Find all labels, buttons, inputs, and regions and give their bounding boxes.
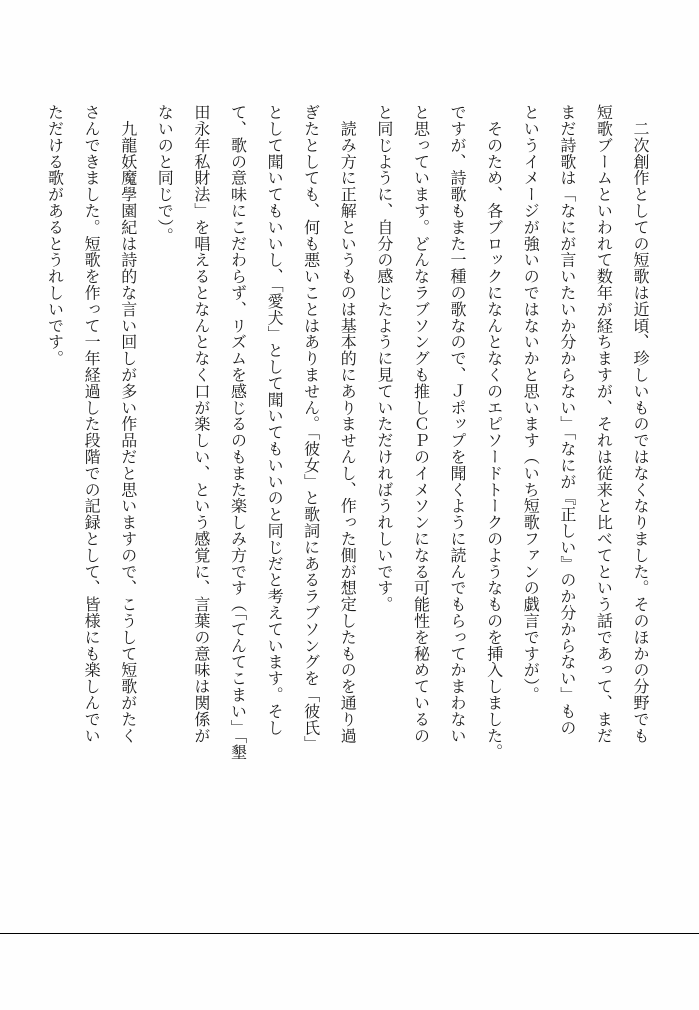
text-column: 二次創作としての短歌は近頃、珍しいものではなくなりました。そのほかの分野でも: [631, 104, 650, 744]
text-column: として聞いてもいいし、「愛犬」として聞いてもいいのと同じだと考えています。そし: [265, 104, 285, 736]
text-column: ないのと同じで）。: [155, 104, 175, 244]
text-column: 九龍妖魔學園紀は詩的な言い回しが多い作品だと思いますので、こうして短歌がたく: [118, 104, 138, 744]
text-column: と同じように、自分の感じたように見ていただければうれしいです。: [374, 104, 394, 613]
text-column: というイメージが強いのではないかと思います（いち短歌ファンの戯言ですが）。: [521, 104, 541, 703]
text-column: 田永年私財法」を唱えるとなんとなく口が楽しい、という感覚に、言葉の意味は関係が: [191, 104, 211, 744]
text-column: 短歌ブームといわれて数年が経ちますが、それは従来と比べてという話であって、まだ: [594, 104, 614, 744]
text-column: そのため、各ブロックになんとなくのエピソードトークのようなものを挿入しました。: [484, 104, 504, 760]
text-column: と思っています。どんなラブソングも推しＣＰのイメソンになる可能性を秘めているの: [411, 104, 431, 744]
text-column: まだ詩歌は「なにが言いたいか分からない」「なにが『正しい』のか分からない」もの: [557, 104, 577, 736]
page-divider: [0, 933, 699, 934]
text-column: ただける歌があるとうれしいです。: [45, 104, 65, 367]
text-column: て、歌の意味にこだわらず、リズムを感じるのもまた楽しみ方です（「てんてこまい」「墾: [228, 104, 248, 761]
vertical-text-body: [36, 104, 658, 761]
text-column: ですが、詩歌もまた一種の歌なので、Ｊポップを聞くように読んでもらってかまわない: [448, 104, 468, 744]
text-column: 読み方に正解というものは基本的にありませんし、作った側が想定したものを通り過: [338, 104, 358, 744]
text-column: ぎたとしても、何も悪いことはありません。「彼女」と歌詞にあるラブソングを「彼氏」: [301, 104, 321, 752]
text-column: さんできました。短歌を作って一年経過した段階での記録として、皆様にも楽しんでい: [82, 104, 102, 744]
